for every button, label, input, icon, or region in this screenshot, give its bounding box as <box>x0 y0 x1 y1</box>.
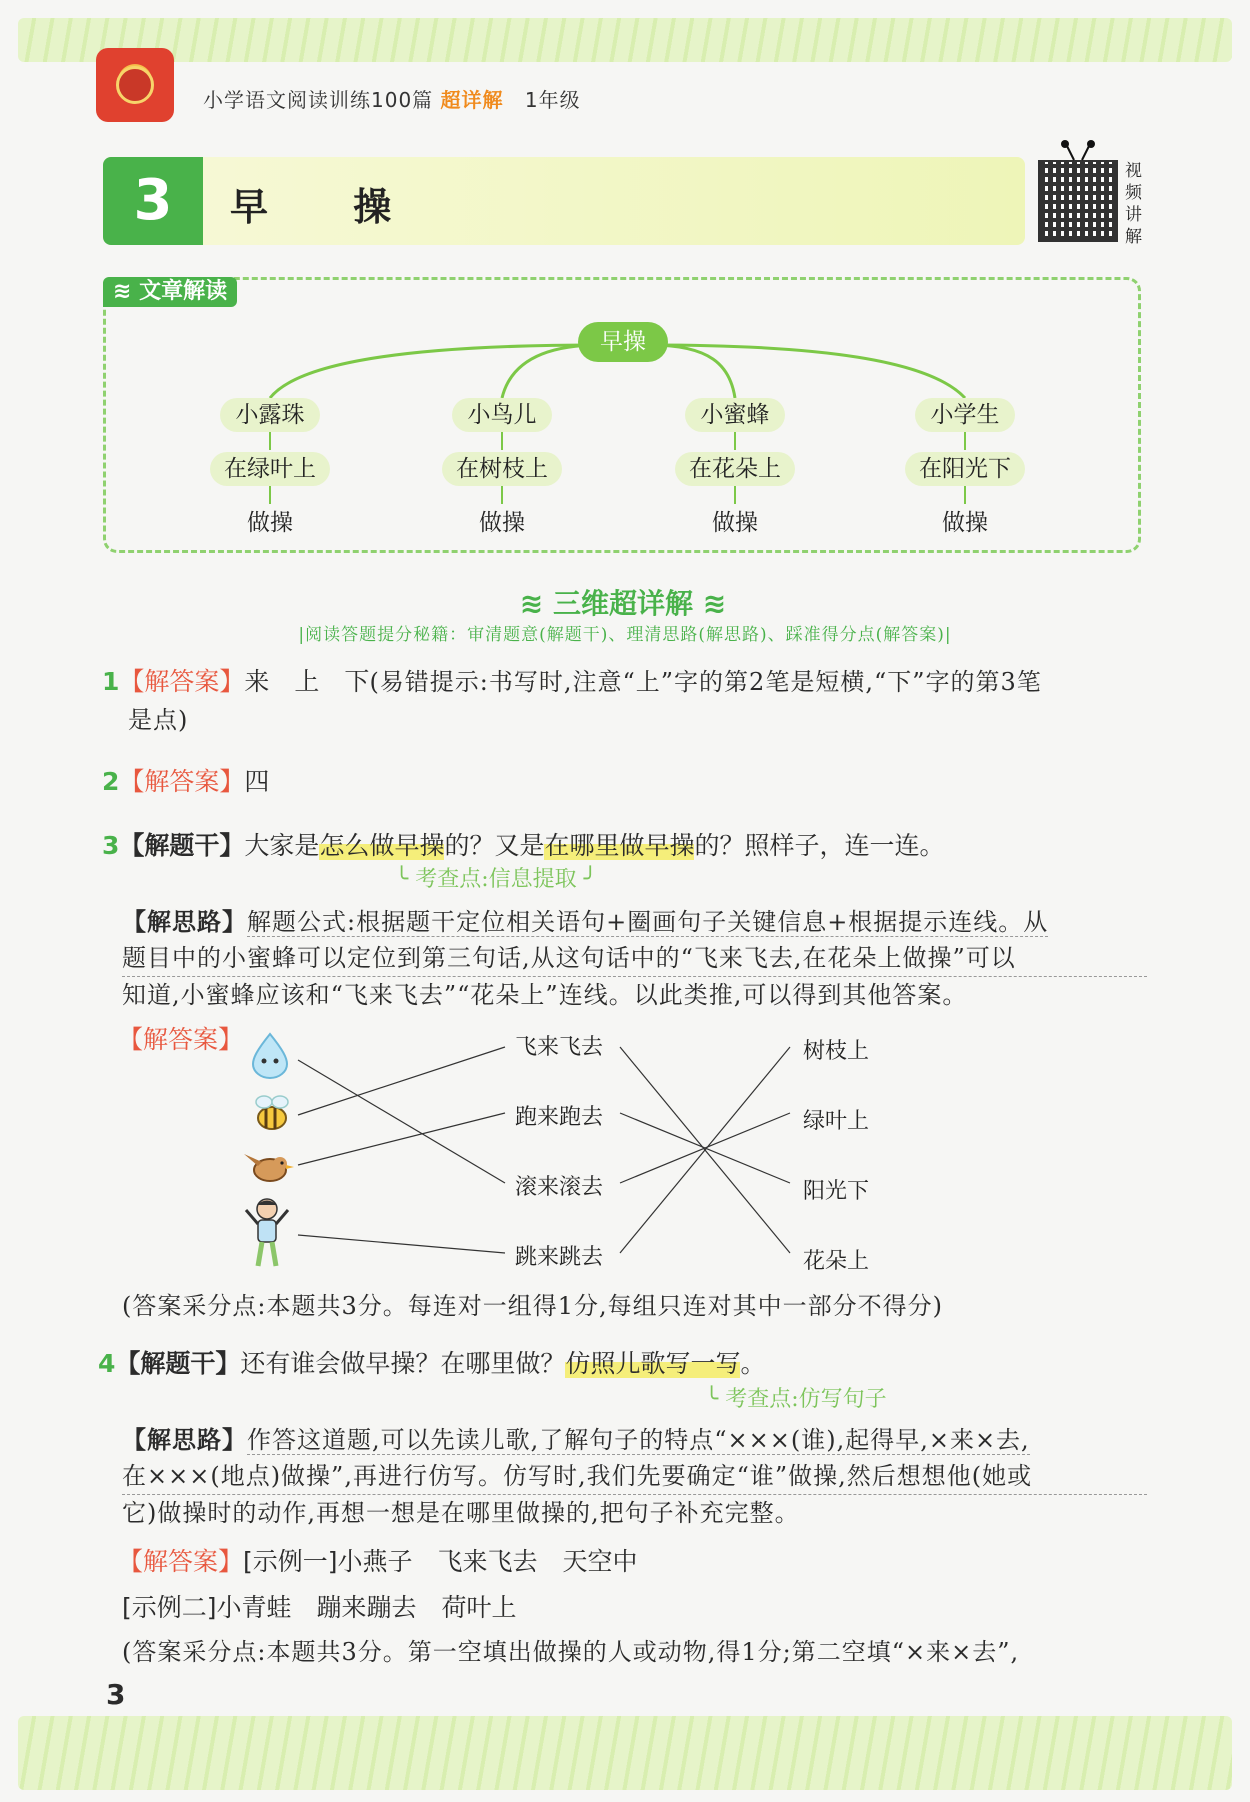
q4-answer-example-2: [示例二]小青蛙 蹦来蹦去 荷叶上 <box>122 1593 517 1622</box>
q2-answer: 四 <box>244 767 270 796</box>
bottom-decorative-band <box>18 1716 1232 1790</box>
idea-line: 它)做操时的动作,再想一想是在哪里做操的,把句子补充完整。 <box>122 1499 800 1527</box>
book-title-highlight: 超详解 <box>440 88 504 112</box>
q1-note-cont: 是点) <box>128 706 189 734</box>
stem-highlight: 在哪里做早操 <box>544 831 695 860</box>
section-subheading: |阅读答题提分秘籍：审清题意(解题干)、理清思路(解思路)、踩准得分点(解答案)| <box>298 625 952 645</box>
outline-who-node: 小鸟儿 <box>452 398 552 432</box>
outline-where-node: 在树枝上 <box>442 452 562 486</box>
outline-where-node: 在绿叶上 <box>210 452 330 486</box>
question-number: 4 <box>98 1349 116 1378</box>
outline-tag-label: 文章解读 <box>139 279 228 304</box>
outline-what-node: 做操 <box>247 510 293 536</box>
match-place: 绿叶上 <box>803 1109 870 1134</box>
match-action: 跑来跑去 <box>515 1105 604 1130</box>
section-heading: ≋ 三维超详解 ≋ <box>519 587 727 620</box>
outline-who-node: 小学生 <box>915 398 1015 432</box>
outline-what-node: 做操 <box>942 510 988 536</box>
outline-where-node: 在花朵上 <box>675 452 795 486</box>
idea-line: 在×××(地点)做操”,再进行仿写。仿写时,我们先要确定“谁”做操,然后想想他(她或 <box>122 1458 1147 1495</box>
qr-label-char: 讲 <box>1125 205 1142 225</box>
question-number: 3 <box>102 831 120 860</box>
q4-idea <box>122 1422 1147 1531</box>
answer-tag: 【解答案】 <box>119 767 245 796</box>
lesson-title: 早 操 <box>230 185 428 229</box>
q1-note: (易错提示:书写时,注意“上”字的第2笔是短横,“下”字的第3笔 <box>369 668 1042 696</box>
exam-point-text: 考查点:仿写句子 <box>725 1387 887 1412</box>
answer-tag: 【解答案】 <box>118 1025 244 1054</box>
stem-highlight: 怎么做早操 <box>319 831 445 860</box>
section-heading-text: 三维超详解 <box>552 587 693 620</box>
idea-tag: 【解思路】 <box>122 1426 247 1454</box>
match-place: 花朵上 <box>803 1249 870 1274</box>
stem-tag: 【解题干】 <box>115 1349 241 1378</box>
question-number: 1 <box>102 667 120 696</box>
qr-label-char: 视 <box>1125 161 1142 181</box>
outline-who-node: 小蜜蜂 <box>685 398 785 432</box>
idea-line: 解题公式:根据题干定位相关语句+圈画句子关键信息+根据提示连线。从 <box>247 908 1049 936</box>
book-title-text: 小学语文阅读训练100篇 <box>203 88 434 112</box>
match-action: 飞来飞去 <box>515 1035 604 1060</box>
q1-answer: 来 上 下 <box>244 667 370 696</box>
q4-exam-point: ╰ 考查点:仿写句子 <box>705 1387 887 1412</box>
outline-what-node: 做操 <box>479 510 525 536</box>
question-number: 2 <box>102 767 120 796</box>
stem-highlight: 仿照儿歌写一写 <box>565 1349 741 1378</box>
match-place: 树枝上 <box>803 1039 870 1064</box>
stem-text: 的？照样子，连一连。 <box>694 831 945 860</box>
idea-tag: 【解思路】 <box>122 908 247 936</box>
outline-where-node: 在阳光下 <box>905 452 1025 486</box>
outline-who-node: 小露珠 <box>220 398 320 432</box>
q4-answer-example-1 <box>118 1544 638 1580</box>
stem-tag: 【解题干】 <box>119 831 245 860</box>
grade-label: 1年级 <box>524 88 581 112</box>
stem-text: 大家是 <box>244 831 320 860</box>
qr-label-char: 解 <box>1125 227 1142 247</box>
answer-tag: 【解答案】 <box>118 1547 244 1576</box>
outline-what-node: 做操 <box>712 510 758 536</box>
q3-exam-point: ╰ 考查点:信息提取 ╯ <box>395 867 597 892</box>
qr-label-char: 频 <box>1125 183 1142 203</box>
stem-text: 还有谁会做早操？在哪里做？ <box>240 1349 566 1378</box>
lesson-number: 3 <box>103 157 203 245</box>
stem-text: 的？又是 <box>444 831 545 860</box>
q4-score: (答案采分点:本题共3分。第一空填出做操的人或动物,得1分;第二空填“×来×去”, <box>122 1638 1020 1666</box>
outline-root-node: 早操 <box>578 322 668 362</box>
match-action: 滚来滚去 <box>515 1175 604 1200</box>
idea-line: 题目中的小蜜蜂可以定位到第三句话,从这句话中的“飞来飞去,在花朵上做操”可以 <box>122 940 1147 977</box>
exam-point-text: 考查点:信息提取 <box>415 867 577 892</box>
page-number: 3 <box>106 1678 126 1711</box>
outline-tag: ≋ 文章解读 <box>103 277 237 307</box>
match-action: 跳来跳去 <box>515 1245 604 1270</box>
match-place: 阳光下 <box>803 1179 870 1204</box>
example-answer: [示例一]小燕子 飞来飞去 天空中 <box>243 1547 638 1576</box>
answer-tag: 【解答案】 <box>119 667 245 696</box>
question-4-stem <box>98 1346 1138 1382</box>
idea-line: 作答这道题,可以先读儿歌,了解句子的特点“×××(谁),起得早,×来×去, <box>247 1426 1030 1454</box>
q3-score: (答案采分点:本题共3分。每连对一组得1分,每组只连对其中一部分不得分) <box>122 1292 943 1320</box>
idea-line: 知道,小蜜蜂应该和“飞来飞去”“花朵上”连线。以此类推,可以得到其他答案。 <box>122 981 968 1009</box>
stem-text: 。 <box>740 1349 766 1378</box>
